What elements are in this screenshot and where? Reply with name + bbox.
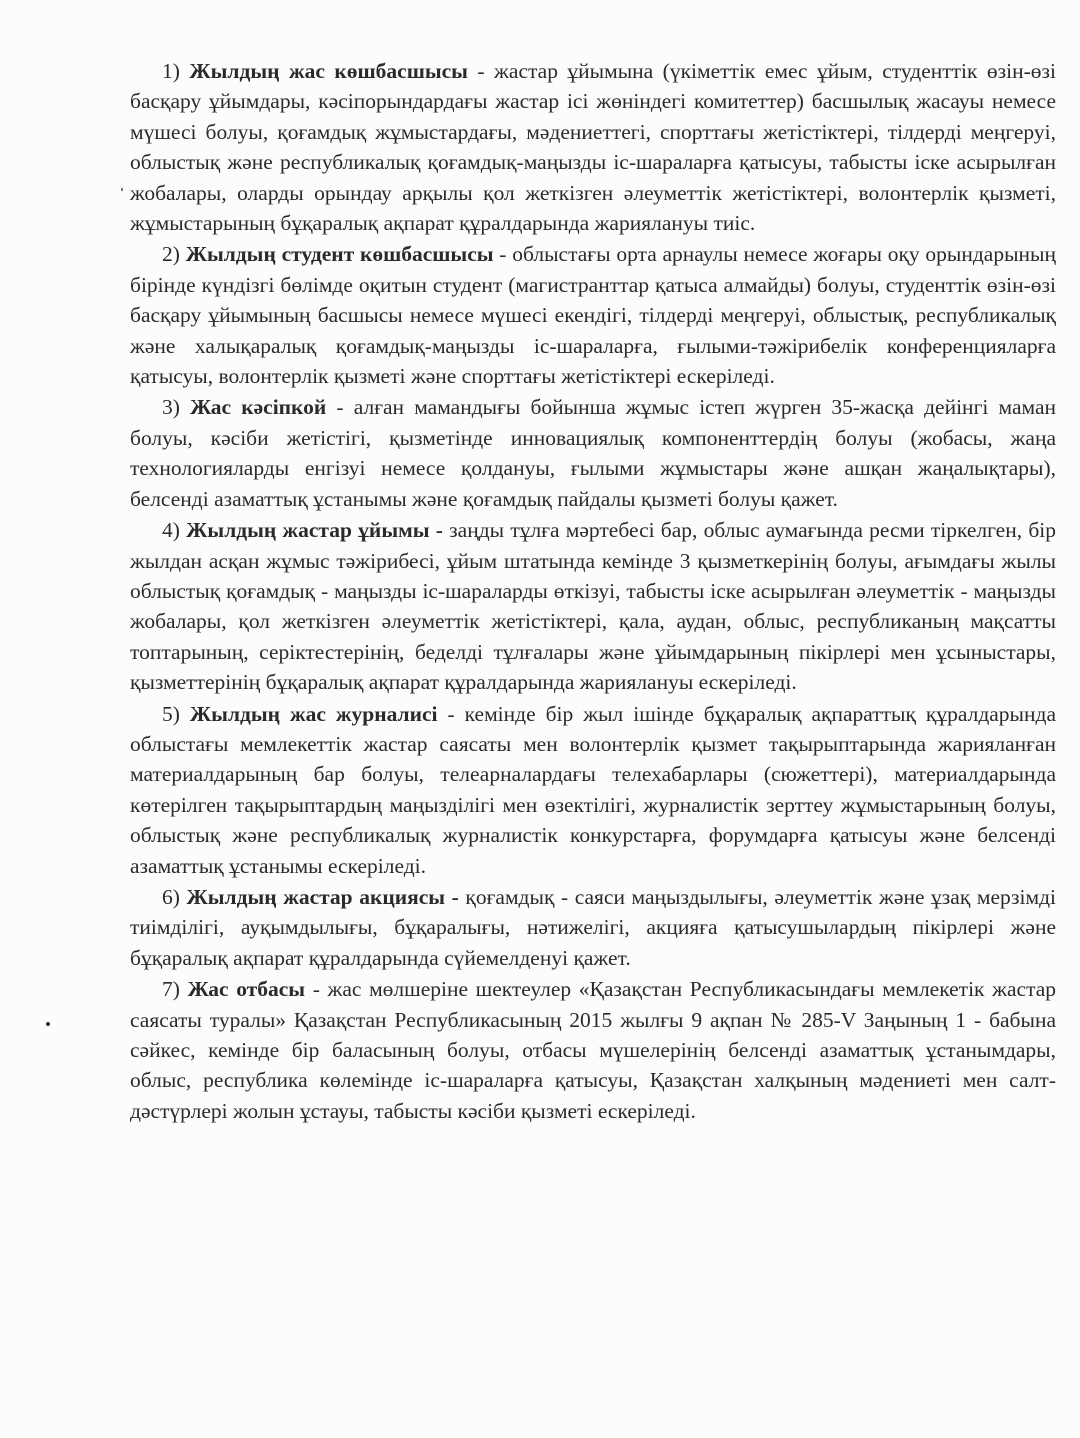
item-term: Жас кәсіпкой xyxy=(190,395,327,420)
list-item xyxy=(130,239,1056,391)
item-text: заңды тұлға мәртебесі бар, облыс аумағында ресми тіркелген, бір жылдан асқан жұмыс тәжірибесі, ұйым штатында кемінде 3 қызметкерінің болуы, ағымдағы жылы облыстық қоғамдық - маңызды іс-шараларды өткізуі, табысты іске асырылған әлеуметтік - маңызды жобалары, қол жеткізген әлеуметтік жетістіктері, қала, аудан, облыс, республиканың мақсатты топтарының, серіктестерінің, беделді тұлғалары және ұйымдарының пікірлері мен ұсыныстары, қызметтерінің бұқаралық ақпарат құралдарында жариялануы ескеріледі. xyxy=(130,518,1056,695)
item-text: - кемінде бір жыл ішінде бұқаралық ақпараттық құралдарында облыстағы мемлекеттік жастар саясаты мен волонтерлік қызмет тақырыптарында жарияланған материалдарының бар болуы, телеарналардағы телехабарлары (сюжеттері), материалдарында көтерілген тақырыптардың маңызділігі мен өзектілігі, журналистік зерттеу жұмыстарының болуы, облыстық және республикалық журналистік конкурстарға, форумдарға қатысуы және белсенді азаматтық ұстанымы ескеріледі. xyxy=(130,701,1056,878)
item-number: 4) xyxy=(162,518,180,543)
item-term: Жас отбасы xyxy=(187,977,306,1002)
item-text: қоғамдық - саяси маңыздылығы, әлеуметтік және ұзақ мерзімді тиімділігі, ауқымдылығы, бұқаралығы, нәтижелігі, акцияға қатысушылардың пікірлері және бұқаралық ақпарат құралдарында сүйемелденуі қажет. xyxy=(130,884,1057,970)
item-number: 7) xyxy=(162,977,180,1002)
item-text: - жастар ұйымына (үкіметтік емес ұйым, студенттік өзін-өзі басқару ұйымдары, кәсіпорындардағы жастар ісі жөніндегі комитеттер) басшылық жасауы немесе мүшесі болуы, қоғамдық жұмыстардағы, мәдениеттегі, спорттағы жетістіктері, тілдерді меңгеруі, облыстық және республикалық қоғамдық-маңызды іс-шараларға қатысуы, табысты іске асырылған жобалары, оларды орындау арқылы қол жеткізген әлеуметтік жетістіктері, волонтерлік қызметі, жұмыстарының бұқаралық ақпарат құралдарында жариялануы тиіс. xyxy=(130,59,1057,236)
item-term: Жылдың жастар акциясы - xyxy=(186,884,459,909)
item-term: Жылдың студент көшбасшысы xyxy=(185,242,494,267)
item-term: Жылдың жастар ұйымы - xyxy=(186,518,443,543)
item-text: - алған мамандығы бойынша жұмыс істеп жүрген 35-жасқа дейінгі маман болуы, кәсіби жетістігі, қызметінде инновациялық компоненттердің болуы (жобасы, жаңа технологияларды енгізуі немесе қолдануы, ғылыми жұмыстары және ашқан жаңалықтары), белсенді азаматтық ұстанымы және қоғамдық пайдалы қызметі болуы қажет. xyxy=(130,395,1057,511)
list-item xyxy=(130,882,1056,973)
item-number: 6) xyxy=(162,884,180,909)
item-term: Жылдың жас журналисі xyxy=(189,701,438,726)
scan-speck xyxy=(46,1022,50,1026)
item-number: 5) xyxy=(162,701,180,726)
list-item xyxy=(130,974,1056,1126)
list-item xyxy=(130,515,1056,697)
item-text: - облыстағы орта арнаулы немесе жоғары оқу орындарының бірінде күндізгі бөлімде оқитын студент (магистранттар қатыса алмайды) болуы, студенттік өзін-өзі басқару ұйымының басшысы немесе мүшесі екендігі, тілдерді меңгеруі, облыстық, республикалық және халықаралық қоғамдық-маңызды іс-шараларға, ғылыми-тәжірибелік конференцияларға қатысуы, волонтерлік қызметі және спорттағы жетістіктері ескеріледі. xyxy=(130,242,1056,389)
item-text: - жас мөлшеріне шектеулер «Қазақстан Республикасындағы мемлекетік жастар саясаты туралы» Қазақстан Республикасының 2015 жылғы 9 ақпан № 285-V Заңының 1 - бабына сәйкес, кемінде бір баласының болуы, отбасы мүшелерінің белсенді азаматтық ұстанымдары, облыс, республика көлемінде іс-шараларға қатысуы, Қазақстан халқының мәдениеті мен салт-дәстүрлері жолын ұстауы, табысты кәсіби қызметі ескеріледі. xyxy=(130,977,1057,1123)
list-item xyxy=(130,392,1056,514)
item-number: 3) xyxy=(162,395,180,420)
item-number: 2) xyxy=(162,242,180,267)
item-number: 1) xyxy=(162,59,180,83)
list-item xyxy=(130,699,1056,881)
item-term: Жылдың жас көшбасшысы xyxy=(189,59,468,83)
scan-speck xyxy=(121,188,123,191)
document-body xyxy=(130,56,1056,1127)
list-item xyxy=(130,56,1056,238)
